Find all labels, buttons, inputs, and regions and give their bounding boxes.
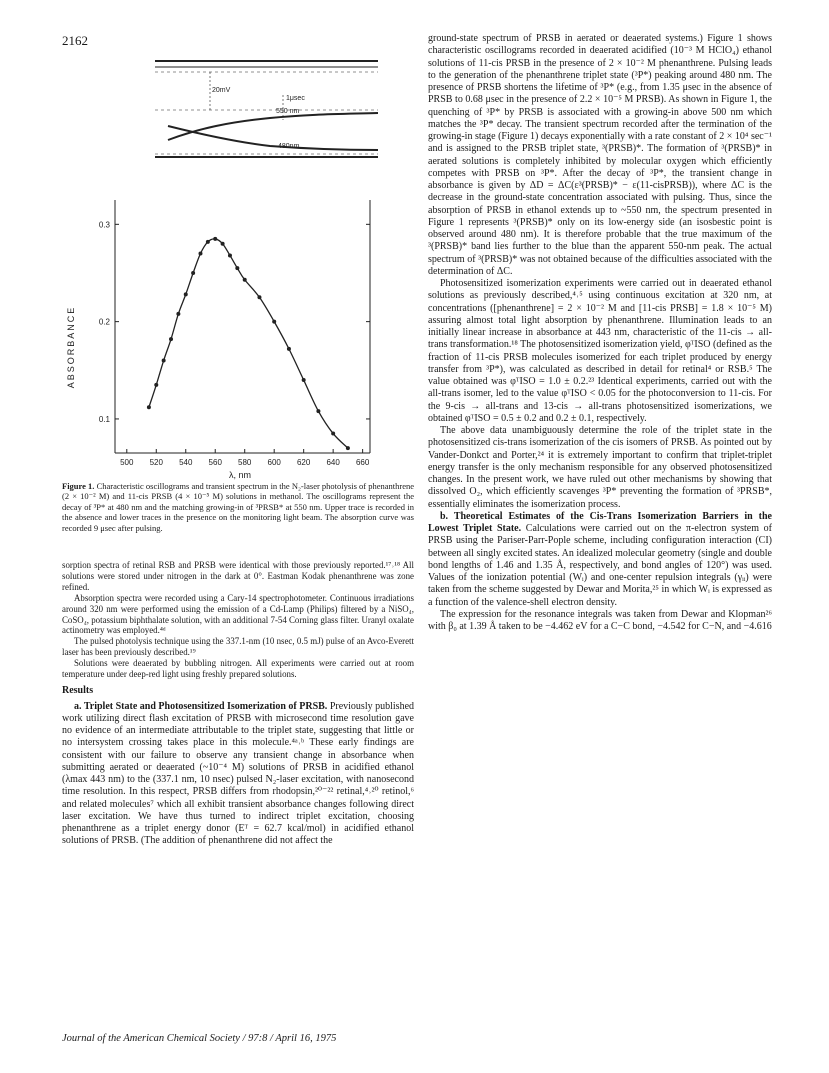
right-paragraph-4 <box>428 511 772 609</box>
right-paragraph-5: The expression for the resonance integrals was taken from Dewar and Klopman²⁶ with β₀ at 1.39 Å taken to be −4.462 eV for a C−C bond, −4.542 for C−N, and −4.616 <box>428 608 772 632</box>
data-point <box>162 359 166 363</box>
y-ticks <box>99 220 370 424</box>
page-number: 2162 <box>62 33 88 48</box>
data-point <box>272 320 276 324</box>
left-column <box>62 560 414 847</box>
section-a-text: Previously published work utilizing direct flash excitation of PRSB with microsecond time resolution gave no evidence of an intermediate attributable to the triplet state, suggesting that little or no intersystem crossing takes place in this molecule.⁴ᵃ˒ᵇ These early findings are consistent with our failure to observe any transient change in absorbance when submitting aerated or deaerated (~10⁻⁴ M) solutions of PRSB in acidified ethanol (λmax 443 nm) to the (337.1 nm, 10 nsec) pulsed N₂-laser excitation, with nanosecond time resolution. In this respect, PRSB differs from rhodopsin,²⁰⁻²² retinal,⁴˒²⁰ retinol,⁶ and related molecules⁷ which all exhibit transient absorbance changes following direct laser excitation. We have thus turned to indirect triplet excitation, choosing phenanthrene as a triplet energy donor (Eᵀ = 62.7 kcal/mol) in acidified ethanol solutions of PRSB. (The addition of phenanthrene did not affect the <box>62 700 415 847</box>
x-tick-label: 560 <box>208 458 222 467</box>
x-tick-label: 600 <box>267 458 281 467</box>
x-tick-label: 580 <box>238 458 252 467</box>
oscillogram-scale-mv: 20mV <box>212 87 231 94</box>
left-paragraph-1: sorption spectra of retinal RSB and PRSB were identical with those previously reported.¹⁷˒¹⁸ All solutions were stored under nitrogen in the dark at 0°. Eastman Kodak phenanthrene was zone refined. <box>62 560 414 592</box>
left-paragraph-2: Absorption spectra were recorded using a Cary-14 spectrophotometer. Continuous irradiations around 320 nm were performed using the emission of a Cd-Lamp (Philips) filtered by a NiSO₄, CoSO₄, potassium biphthalate solution, with an additional 7-54 Corning glass filter. Uranyl oxalate actinometry was employed.⁴ᵈ <box>62 592 414 636</box>
data-point <box>147 405 151 409</box>
oscillogram-upper-wavelength: 550 nm <box>276 108 300 115</box>
data-point <box>346 446 350 450</box>
x-tick-label: 640 <box>326 458 340 467</box>
y-tick-label: 0.2 <box>98 317 110 327</box>
data-point <box>169 337 173 341</box>
figure-caption-text: Characteristic oscillograms and transient spectrum in the N₂-laser photolysis of phenanthrene (2 × 10⁻² M) and 11-cis PRSB (4 × 10⁻⁵ M) solutions in methanol. The oscillograms represent the decay of ³P* at 480 nm and the matching growing-in of ³PRSB* at 550 nm. Upper trace is recorded in the absence and lower traces in the presence on the monitoring light beam. The absorption curve was recorded 9 μsec after pulsing. <box>62 481 415 533</box>
spectrum-curve <box>149 239 348 448</box>
data-point <box>316 409 320 413</box>
y-axis-label: ABSORBANCE <box>66 305 76 389</box>
y-tick-label: 0.3 <box>98 220 110 230</box>
data-point <box>287 347 291 351</box>
left-paragraph-5 <box>62 701 414 847</box>
section-a-heading: a. Triplet State and Photosensitized Isomerization of PRSB. <box>74 700 328 712</box>
section-b-heading: b. Theoretical Estimates of the Cis-Trans Isomerization Barriers in the Lowest Triplet State. <box>428 510 772 534</box>
data-point <box>198 252 202 256</box>
data-point <box>257 295 261 299</box>
x-tick-label: 500 <box>120 458 134 467</box>
x-tick-label: 620 <box>296 458 311 467</box>
data-point <box>213 237 217 241</box>
data-points <box>147 237 350 450</box>
data-point <box>221 242 225 246</box>
data-point <box>191 271 195 275</box>
data-point <box>154 383 158 387</box>
oscillogram-panel <box>155 61 378 157</box>
figure-caption-label: Figure 1. <box>62 481 95 491</box>
figure-1 <box>60 50 420 480</box>
figure-caption <box>62 481 414 533</box>
left-paragraph-3: The pulsed photolysis technique using the 337.1-nm (10 nsec, 0.5 mJ) pulse of an Avco-Everett laser has been previously described.¹⁹ <box>62 636 414 658</box>
left-paragraph-4: Solutions were deaerated by bubbling nitrogen. All experiments were carried out at room temperature under deep-red light using freshly prepared solutions. <box>62 658 414 680</box>
x-axis-label: λ, nm <box>228 470 252 480</box>
right-paragraph-3: The above data unambiguously determine the role of the triplet state in the photosensitized cis-trans isomerization of the cis isomers of PRSB. As pointed out by Vander-Donkct and Porter,²⁴ it is extremely important to confirm that triplet-triplet energy transfer is the only mechanism responsible for any observed photosensitized changes. In the present work, we have ruled out other mechanisms by showing that dissolved O₂, which efficiently scavenges ³P* preventing the formation of ³PRSB*, essentially eliminates the isomerization process. <box>428 425 772 510</box>
x-tick-label: 540 <box>179 458 193 467</box>
oscillogram-lower-wavelength: 480nm <box>278 143 300 150</box>
data-point <box>176 312 180 316</box>
chart-axes <box>115 200 370 453</box>
data-point <box>243 278 247 282</box>
right-column <box>428 33 772 633</box>
oscillogram-scale-time: 1μsec <box>286 95 305 102</box>
growing-in-trace <box>168 113 378 140</box>
data-point <box>184 292 188 296</box>
journal-footer: Journal of the American Chemical Society / 97:8 / April 16, 1975 <box>62 1033 337 1044</box>
data-point <box>228 253 232 257</box>
y-tick-label: 0.1 <box>98 414 110 424</box>
x-ticks <box>120 449 370 467</box>
data-point <box>302 378 306 382</box>
spectrum-chart <box>60 50 420 480</box>
data-point <box>331 432 335 436</box>
data-point <box>206 240 210 244</box>
results-heading: Results <box>62 684 94 696</box>
x-tick-label: 660 <box>355 458 370 467</box>
data-point <box>235 266 239 270</box>
right-paragraph-1: ground-state spectrum of PRSB in aerated or deaerated systems.) Figure 1 shows characteristic oscillograms recorded in deaerated acidified (10⁻³ M HClO₄) ethanol solutions of 11-cis PRSB in the presence of 2 × 10⁻² M phenanthrene. Pulsing leads to the generation of the phenanthrene triplet state (³P*) peaking around 480 nm. The presence of PRSB shortens the lifetime of ³P* (e.g., from 1.35 μsec in the absence of PRSB to 0.68 μsec in the presence of 2.2 × 10⁻⁵ M PRSB). As shown in Figure 1, the quenching of ³P* by PRSB is associated with a growing-in above 500 nm which matches the ³P* decay. The transient spectrum recorded after the termination of the growing-in stage (Figure 1) decays exponentially with a rate constant of 2 × 10⁴ sec⁻¹ and is assigned to the PRSB triplet state, ³(PRSB)*. The formation of ³(PRSB)* in aerated solutions is completely inhibited by molecular oxygen which efficiently competes with PRSB on ³P*. After the decay of ³P*, the transient change in absorbance is given by ΔD = ΔC(ε³(PRSB)* − ε(11-cisPRSB)), where ΔC is the decrease in the ground-state concentration associated with pulsing. Thus, since the absorption of PRSB in ethanol extends up to ~550 nm, the spectrum presented in Figure 1 represents ³(PRSB)* only on its low-energy side (an isosbestic point is observed around 480 nm). It is therefore probable that the true maximum of the ³(PRSB)* band lies further to the blue than the apparent 550-nm peak. The actual spectrum of ³(PRSB)* was not obtained because of the difficulties associated with the determination of ΔC. <box>428 33 772 277</box>
section-b-text: Calculations were carried out on the π-electron system of PRSB using the Pariser-Parr-Pople scheme, including configuration interaction (CI) between all singly excited states. An idealized molecular geometry (single and double bond lengths of 1.46 and 1.35 Å, respectively, and bond angles of 120°) was used. Values of the ionization potential (Wᵢ) and one-center repulsion integrals (γᵢᵢ) were taken from the scheme suggested by Dewar and Morita,²⁵ in which Wᵢ is expressed as a function of the valence-shell electron density. <box>428 523 772 608</box>
x-tick-label: 520 <box>149 458 163 467</box>
right-paragraph-2: Photosensitized isomerization experiments were carried out in deaerated ethanol solutions as previously described,⁴˒⁵ using continuous excitation at 320 nm, at concentrations ([phenanthrene] = 2 × 10⁻² M and [11-cis PRSB] = 1.8 × 10⁻⁵ M) assuring almost total light absorption by phenanthrene. Illumination leads to an initially linear increase in absorbance at 443 nm, characteristic of the 11-cis → all-trans transformation.¹⁸ The photosensitized isomerization yield, φᵀISO (defined as the fraction of 11-cis PRSB molecules isomerized for each triplet produced by energy transfer from ³P*), was calculated as described in detail for retinal⁴ or RSB.⁵ The value obtained was φᵀISO = 1.0 ± 0.2.²³ Identical experiments, carried out with the all-trans isomer, led to the value φᵀISO < 0.05 for the photoconversion to 11-cis. For the 9-cis → all-trans and 13-cis → all-trans photosensitized isomerizations, we obtained φᵀISO = 0.5 ± 0.2 and 0.2 ± 0.1, respectively. <box>428 278 772 424</box>
